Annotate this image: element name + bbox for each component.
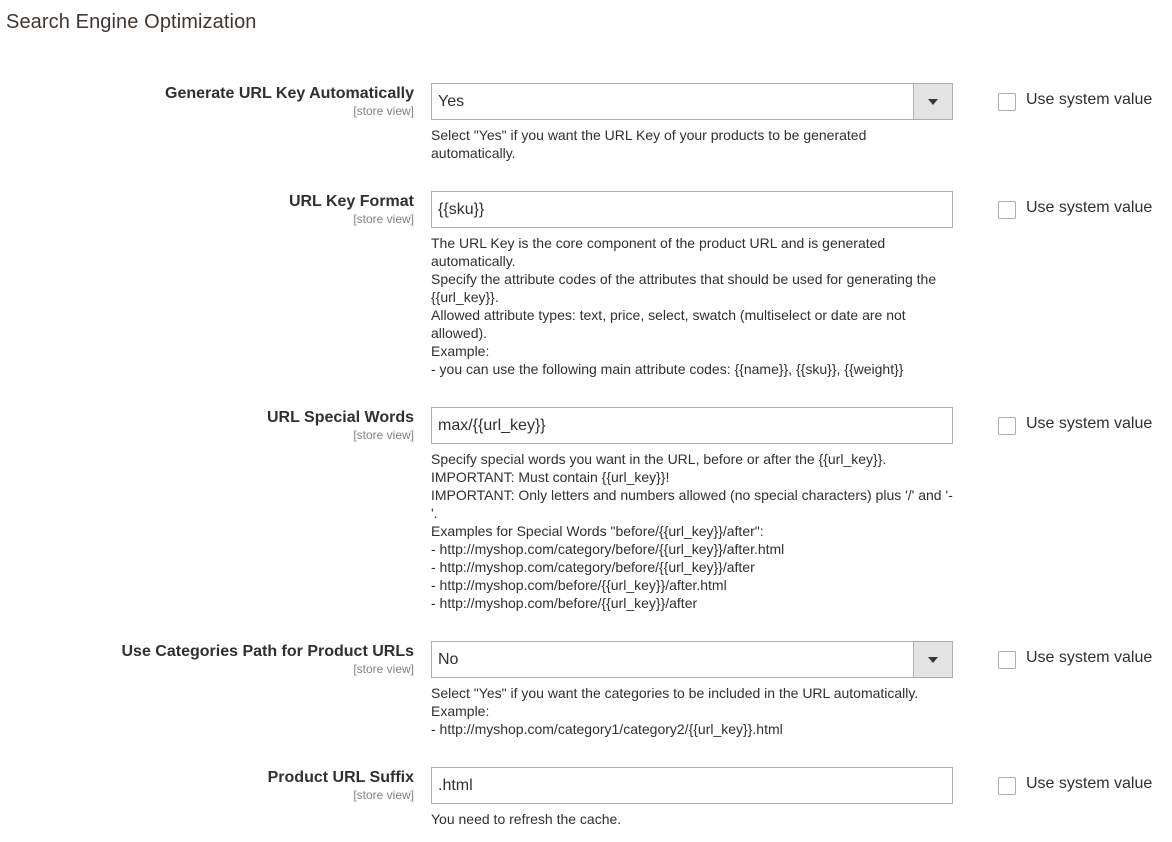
field-note — [431, 450, 955, 612]
input-value: max/{{url_key}} — [438, 417, 546, 434]
note-line: Example: — [431, 343, 490, 359]
note-line: IMPORTANT: Only letters and numbers allowed (no special characters) plus '/' and '- — [431, 487, 953, 503]
url-special-words-input[interactable] — [431, 407, 953, 444]
field-label: Generate URL Key Automatically — [165, 85, 414, 102]
use-system-value-label[interactable]: Use system value — [1026, 775, 1153, 792]
use-system-value-checkbox[interactable] — [998, 93, 1016, 111]
use-system-value-label[interactable]: Use system value — [1026, 415, 1153, 432]
field-note — [431, 126, 955, 162]
use-system-value-checkbox[interactable] — [998, 651, 1016, 669]
field-label: Product URL Suffix — [267, 769, 414, 786]
field-note — [431, 810, 955, 828]
note-line: Examples for Special Words "before/{{url_key}}/after": — [431, 523, 764, 539]
note-line: - http://myshop.com/before/{{url_key}}/after.html — [431, 577, 727, 593]
use-system-value-checkbox[interactable] — [998, 777, 1016, 795]
note-line: - http://myshop.com/category1/category2/{{url_key}}.html — [431, 721, 783, 737]
note-line: Specify special words you want in the URL, before or after the {{url_key}}. — [431, 451, 887, 467]
generate-url-key-select[interactable] — [431, 83, 953, 120]
section-title: Search Engine Optimization — [6, 11, 257, 33]
use-system-value-label[interactable]: Use system value — [1026, 199, 1153, 216]
field-note — [431, 684, 955, 738]
field-label: URL Key Format — [288, 193, 414, 210]
note-line: '. — [431, 505, 438, 521]
note-line: You need to refresh the cache. — [431, 811, 622, 827]
note-line: {{url_key}}. — [431, 289, 499, 305]
field-label-group — [122, 642, 415, 676]
scope-label: [store view] — [353, 788, 414, 802]
use-system-value-label[interactable]: Use system value — [1026, 649, 1153, 666]
note-line: Select "Yes" if you want the URL Key of your products to be generated — [431, 127, 867, 143]
input-value: {{sku}} — [438, 201, 485, 218]
note-line: - http://myshop.com/category/before/{{url_key}}/after — [431, 559, 755, 575]
scope-label: [store view] — [353, 212, 414, 226]
dropdown-button[interactable] — [913, 642, 952, 677]
note-line: IMPORTANT: Must contain {{url_key}}! — [431, 469, 670, 485]
note-line: automatically. — [431, 253, 516, 269]
use-system-value-checkbox[interactable] — [998, 201, 1016, 219]
scope-label: [store view] — [353, 104, 414, 118]
field-label-group — [165, 84, 414, 118]
field-label: Use Categories Path for Product URLs — [121, 643, 414, 660]
note-line: Specify the attribute codes of the attributes that should be used for generating the — [431, 271, 937, 287]
select-value: No — [438, 651, 459, 668]
chevron-down-icon — [928, 657, 938, 663]
scope-label: [store view] — [353, 662, 414, 676]
note-line: - http://myshop.com/category/before/{{url_key}}/after.html — [431, 541, 785, 557]
note-line: allowed). — [431, 325, 488, 341]
field-label: URL Special Words — [267, 409, 414, 426]
note-line: Example: — [431, 703, 490, 719]
scope-label: [store view] — [353, 428, 414, 442]
chevron-down-icon — [928, 99, 938, 105]
use-system-value-checkbox[interactable] — [998, 417, 1016, 435]
select-value: Yes — [438, 93, 465, 110]
use-system-value-label[interactable]: Use system value — [1026, 91, 1153, 108]
note-line: - http://myshop.com/before/{{url_key}}/after — [431, 595, 698, 611]
url-key-format-input[interactable] — [431, 191, 953, 228]
note-line: - you can use the following main attribute codes: {{name}}, {{sku}}, {{weight}} — [431, 361, 904, 377]
note-line: Allowed attribute types: text, price, select, swatch (multiselect or date are not — [431, 307, 906, 323]
product-url-suffix-input[interactable] — [431, 767, 953, 804]
field-label-group — [289, 192, 414, 226]
field-label-group — [268, 768, 414, 802]
dropdown-button[interactable] — [913, 84, 952, 119]
note-line: automatically. — [431, 145, 516, 161]
use-categories-path-select[interactable] — [431, 641, 953, 678]
field-label-group — [267, 408, 414, 442]
note-line: Select "Yes" if you want the categories to be included in the URL automatically. — [431, 685, 919, 701]
note-line: The URL Key is the core component of the product URL and is generated — [431, 235, 886, 251]
field-note — [431, 234, 955, 378]
input-value: .html — [438, 777, 473, 794]
